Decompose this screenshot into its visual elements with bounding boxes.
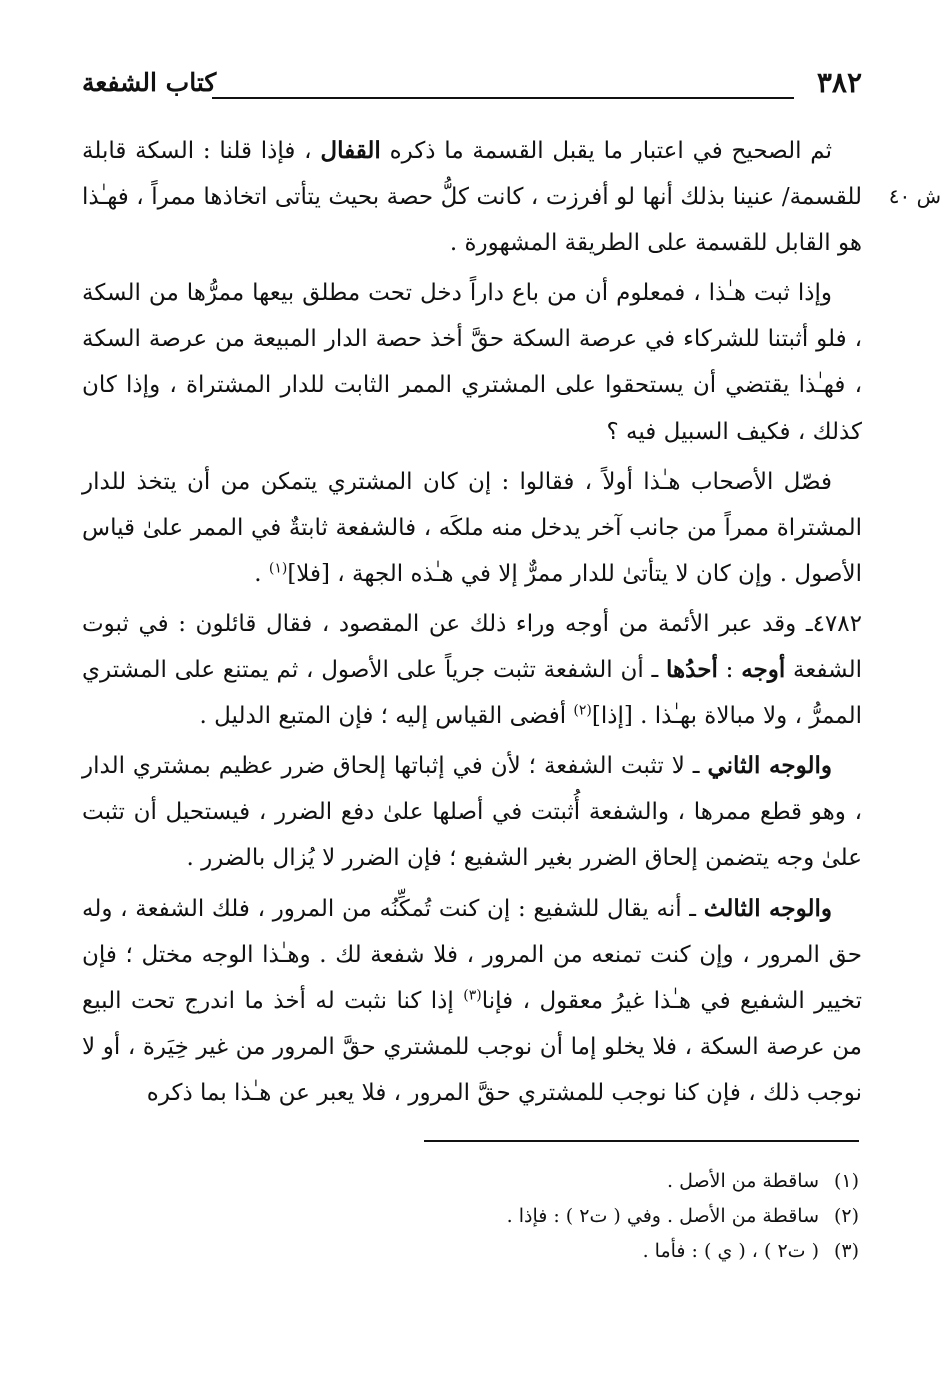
page-number: ٣٨٢: [816, 66, 862, 99]
footnote-number: (٣): [833, 1240, 859, 1262]
footnote-3: [259, 1234, 859, 1269]
footnote-text: ساقطة من الأصل .: [667, 1170, 819, 1192]
paragraph-1-start: ثم الصحيح في اعتبار ما يقبل القسمة ما ذكره: [380, 138, 833, 164]
footnote-number: (٢): [833, 1205, 859, 1227]
footnote-ref-3: (٣): [463, 987, 482, 1004]
term-awjuh: أوجه: [741, 656, 786, 684]
paragraph-3: [82, 459, 862, 597]
paragraph-4-text-c: ـ أن الشفعة تثبت جرياً على الأصول ، ثم يمتنع على المشتري الممرُّ ، ولا مبالاة بهـٰذا . [إذا]: [82, 657, 862, 730]
paragraph-6-text: ـ أنه يقال للشفيع : إن كنت تُمكِّنُه من المرور ، فلك الشفعة ، وله حق المرور ، وإن كنت تمنعه من المرور ، فلا شفعة لك . وهـٰذا الوجه مختل ؛ فإن تخيير الشفيع في هـٰذا غيرُ معقول ، فإنا: [82, 895, 862, 1014]
footnote-text: ( ت٢ ) ، ( ي ) : فأما .: [642, 1240, 819, 1262]
paragraph-second-view: [82, 743, 862, 881]
footnote-ref-2: (٢): [573, 702, 592, 719]
scholar-name: القفال: [320, 137, 381, 164]
book-title: كتاب الشفعة: [82, 68, 217, 97]
footnotes: [259, 1164, 859, 1269]
footnote-separator: [424, 1140, 859, 1142]
paragraph-3-end: .: [254, 560, 269, 587]
footnote-ref-1: (١): [268, 560, 288, 577]
footnote-1: [259, 1164, 859, 1199]
paragraph-4-text-d: أفضى القياس إليه ؛ فإن المتبع الدليل .: [199, 703, 574, 730]
heading-third-view: والوجه الثالث: [703, 894, 832, 922]
term-ahaduha: أحدُها: [666, 656, 718, 684]
footnote-number: (١): [833, 1170, 859, 1192]
heading-second-view: والوجه الثاني: [707, 752, 832, 780]
footnote-2: [259, 1199, 859, 1234]
paragraph-1: [82, 128, 862, 266]
paragraph-2: وإذا ثبت هـٰذا ، فمعلوم أن من باع داراً دخل تحت مطلق بيعها ممرُّها من السكة ، فلو أثبتنا للشركاء في عرصة السكة حقَّ أخذ حصة الدار المبيعة من عرصة السكة ، فهـٰذا يقتضي أن يستحقوا على المشتري الممر الثابت للدار المشتراة ، وإذا كان كذلك ، فكيف السبيل فيه ؟: [82, 280, 862, 445]
page-header: [82, 66, 862, 106]
paragraph-4-text-a: ٤٧٨٢ـ وقد عبر الأئمة من أوجه وراء ذلك عن المقصود ، فقال قائلون : في ثبوت الشفعة: [82, 610, 863, 684]
paragraph-4-text-b: :: [717, 657, 742, 684]
main-text: [82, 128, 862, 1148]
paragraph-third-view: [82, 886, 862, 1116]
paragraph-3-text: فصّل الأصحاب هـٰذا أولاً ، فقالوا : إن كان المشتري يتمكن من أن يتخذ للدار المشتراة ممراً من جانب آخر يدخل منه ملكَه ، فالشفعة ثابتةٌ في الممر علىٰ قياس الأصول . وإن كان لا يتأتىٰ للدار ممرٌّ إلا في هـٰذه الجهة ، [فلا]: [82, 468, 862, 587]
manuscript-folio-note: ش ٤٠: [888, 184, 941, 208]
paragraph-6-rest: إذا كنا نثبت له أخذ ما اندرج تحت البيع من عرصة السكة ، فلا يخلو إما أن نوجب للمشتري حقَّ المرور من غير خِيَرة ، أو لا نوجب ذلك ، فإن كنا نوجب للمشتري حقَّ المرور ، فلا يعبر عن هـٰذا بما ذكره: [82, 987, 862, 1106]
footnote-text: ساقطة من الأصل . وفي ( ت٢ ) : فإذا .: [506, 1205, 819, 1227]
paragraph-4782: [82, 601, 862, 739]
paragraph-1-rest: ، فإذا قلنا : السكة قابلة للقسمة/ عنينا بذلك أنها لو أفرزت ، كانت كلُّ حصة بحيث يتأتى اتخاذها ممراً ، فهـٰذا هو القابل للقسمة على الطريقة المشهورة .: [82, 138, 862, 257]
header-rule: [212, 97, 794, 99]
paragraph-5-text: ـ لا تثبت الشفعة ؛ لأن في إثباتها إلحاق ضرر عظيم بمشتري الدار ، وهو قطع ممرها ، والشفعة أُثبتت في أصلها علىٰ دفع الضرر ، فيستحيل أن تثبت علىٰ وجه يتضمن إلحاق الضرر بغير الشفيع ؛ فإن الضرر لا يُزال بالضرر .: [82, 753, 862, 872]
